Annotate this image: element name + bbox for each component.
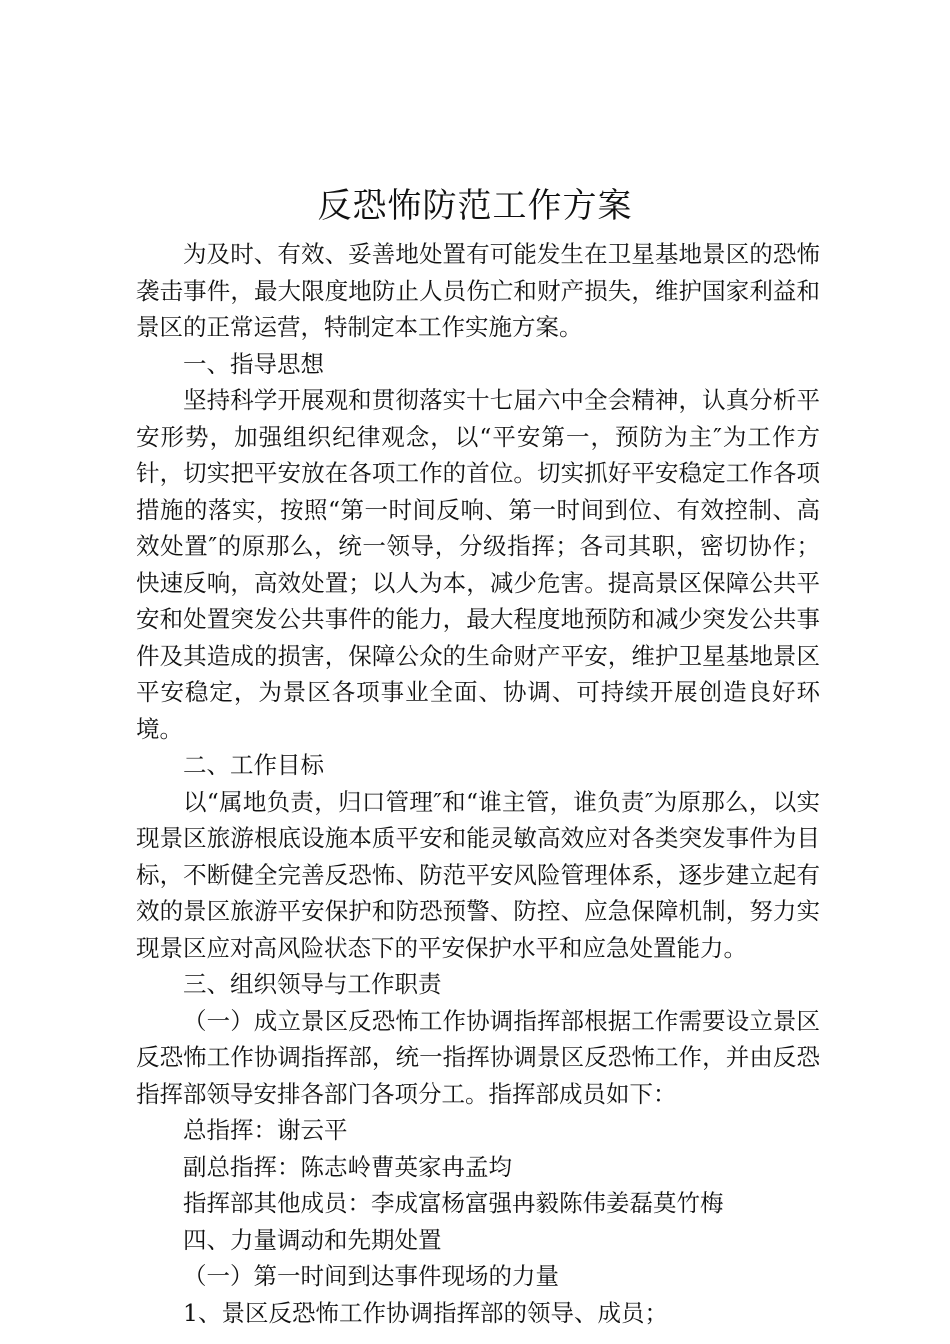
intro-paragraph: 为及时、有效、妥善地处置有可能发生在卫星基地景区的恐怖袭击事件，最大限度地防止人员伤亡和财产损失，维护国家利益和景区的正常运营，特制定本工作实施方案。 (136, 240, 820, 341)
section-heading-work-goals: 二、工作目标 (183, 751, 324, 779)
guiding-ideology-paragraph: 坚持科学开展观和贯彻落实十七届六中全会精神，认真分析平安形势，加强组织纪律观念，以“平安第一，预防为主″为工作方针，切实把平安放在各项工作的首位。切实抓好平安稳定工作各项措施的落实，按照“第一时间反响、第一时间到位、有效控制、高效处置″的原那么，统一领导，分级指挥；各司其职，密切协作；快速反响，高效处置；以人为本，减少危害。提高景区保障公共平安和处置突发公共事件的能力，最大程度地预防和减少突发公共事件及其造成的损害，保障公众的生命财产平安，维护卫星基地景区平安稳定，为景区各项事业全面、协调、可持续开展创造良好环境。 (136, 386, 820, 743)
deputy-commander-line: 副总指挥：陈志岭曹英家冉孟均 (183, 1152, 512, 1181)
organization-paragraph: （一）成立景区反恐怖工作协调指挥部根据工作需要设立景区反恐怖工作协调指挥部，统一指挥协调景区反恐怖工作，并由反恐指挥部领导安排各部门各项分工。指挥部成员如下： (136, 1006, 820, 1108)
subsection-first-responders: （一）第一时间到达事件现场的力量 (183, 1262, 559, 1290)
section-heading-deployment: 四、力量调动和先期处置 (183, 1225, 442, 1254)
section-heading-organization: 三、组织领导与工作职责 (183, 970, 442, 998)
section-heading-guiding-ideology: 一、指导思想 (183, 349, 324, 378)
list-item-1: 1、景区反恐怖工作协调指挥部的领导、成员； (183, 1298, 668, 1327)
document-body (136, 236, 820, 1331)
other-members-line: 指挥部其他成员：李成富杨富强冉毅陈伟姜磊莫竹梅 (183, 1189, 724, 1217)
document-title: 反恐怖防范工作方案 (317, 186, 633, 226)
commander-line: 总指挥：谢云平 (183, 1116, 348, 1144)
work-goals-paragraph: 以“属地负责，归口管理″和“谁主管，谁负责″为原那么，以实现景区旅游根底设施本质平安和能灵敏高效应对各类突发事件为目标，不断健全完善反恐怖、防范平安风险管理体系，逐步建立起有效的景区旅游平安保护和防恐预警、防控、应急保障机制，努力实现景区应对高风险状态下的平安保护水平和应急处置能力。 (136, 787, 820, 962)
